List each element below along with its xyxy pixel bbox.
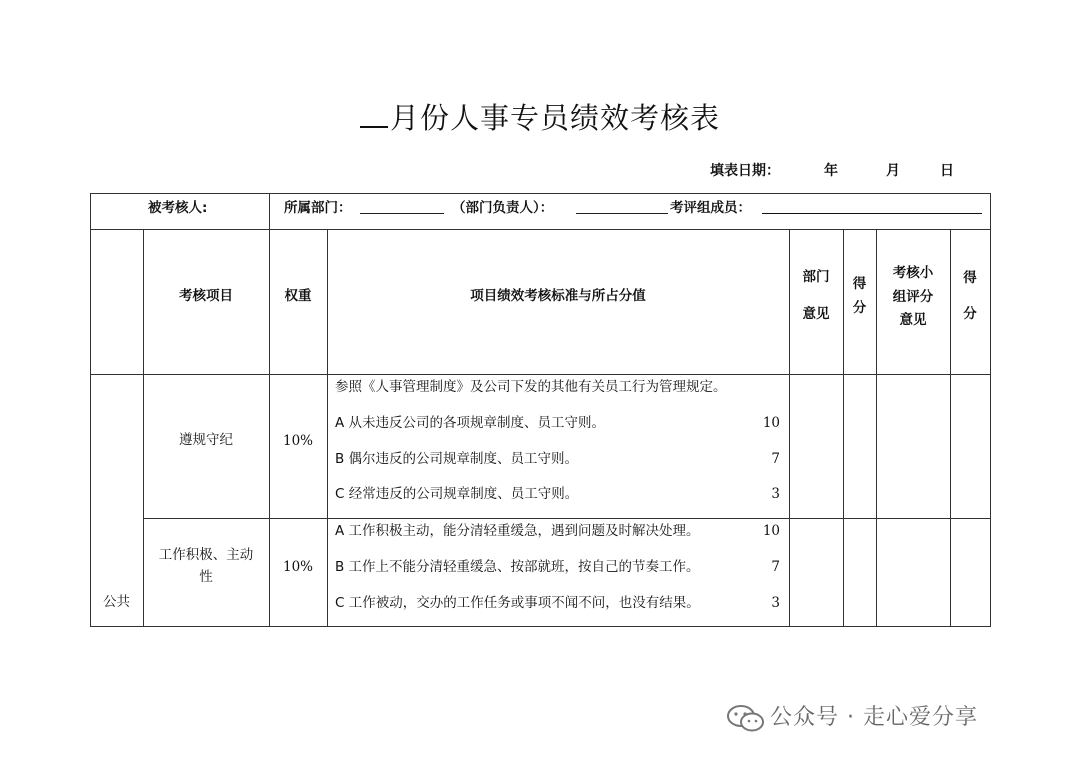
title-text: 月份人事专员绩效考核表 (389, 101, 720, 135)
col-header-group-2: 组评分 (892, 289, 934, 305)
row1-item: 遵规守纪 (179, 432, 233, 448)
row1-criterion-b: B 偶尔违反的公司规章制度、员工守则。 (335, 451, 579, 467)
row2-weight: 10% (282, 559, 313, 575)
row2-criterion-c: C 工作被动，交办的工作任务或事项不闻不问，也没有结果。 (335, 595, 700, 611)
row1-score-a: 10 (762, 415, 780, 431)
dept-head-label: （部门负责人）： (452, 200, 554, 216)
row1-intro: 参照《人事管理制度》及公司下发的其他有关员工行为管理规定。 (335, 379, 727, 395)
fill-date-label: 填表日期： (710, 163, 780, 179)
month-label: 月 (886, 163, 900, 179)
col-header-dept-opinion-2: 意见 (802, 306, 830, 322)
watermark-text: 公众号 · 走心爱分享 (770, 705, 978, 730)
row2-score-c: 3 (771, 595, 780, 611)
department-field[interactable] (360, 198, 444, 218)
col-header-item: 考核项目 (179, 288, 233, 304)
row1-criterion-a: A 从未违反公司的各项规章制度、员工守则。 (335, 415, 606, 431)
row2-criterion-b: B 工作上不能分清轻重缓急、按部就班，按自己的节奏工作。 (335, 559, 700, 575)
col-header-score-1b: 分 (852, 300, 867, 316)
row2-item-line1: 工作积极、主动 (158, 547, 254, 563)
department-label: 所属部门： (284, 200, 352, 216)
review-group-label: 考评组成员： (670, 200, 751, 216)
col-header-score-1a: 得 (852, 276, 867, 292)
row2-criterion-a: A 工作积极主动，能分清轻重缓急，遇到问题及时解决处理。 (335, 523, 700, 539)
day-label: 日 (940, 163, 954, 179)
month-blank (360, 104, 388, 128)
col-header-dept-opinion-1: 部门 (802, 269, 830, 285)
wechat-icon (726, 703, 766, 733)
row1-criterion-c: C 经常违反的公司规章制度、员工守则。 (335, 486, 579, 502)
row2-item-line2: 性 (199, 569, 213, 585)
row1-score-b: 7 (771, 451, 780, 467)
row1-score-c: 3 (771, 486, 780, 502)
col-header-group-1: 考核小 (892, 265, 934, 281)
review-group-field[interactable] (762, 198, 982, 218)
document-title (0, 96, 1080, 137)
category-label: 公共 (103, 594, 130, 610)
row1-weight: 10% (282, 433, 313, 449)
col-header-score-2a: 得 (963, 270, 977, 286)
col-header-weight: 权重 (284, 288, 312, 304)
year-label: 年 (824, 163, 838, 179)
row2-score-b: 7 (771, 559, 780, 575)
col-header-score-2b: 分 (963, 306, 977, 322)
assessee-label: 被考核人: (148, 200, 208, 216)
dept-head-field[interactable] (576, 198, 668, 218)
col-header-standard: 项目绩效考核标准与所占分值 (470, 288, 646, 304)
col-header-group-3: 意见 (899, 312, 927, 328)
row2-score-a: 10 (762, 523, 780, 539)
